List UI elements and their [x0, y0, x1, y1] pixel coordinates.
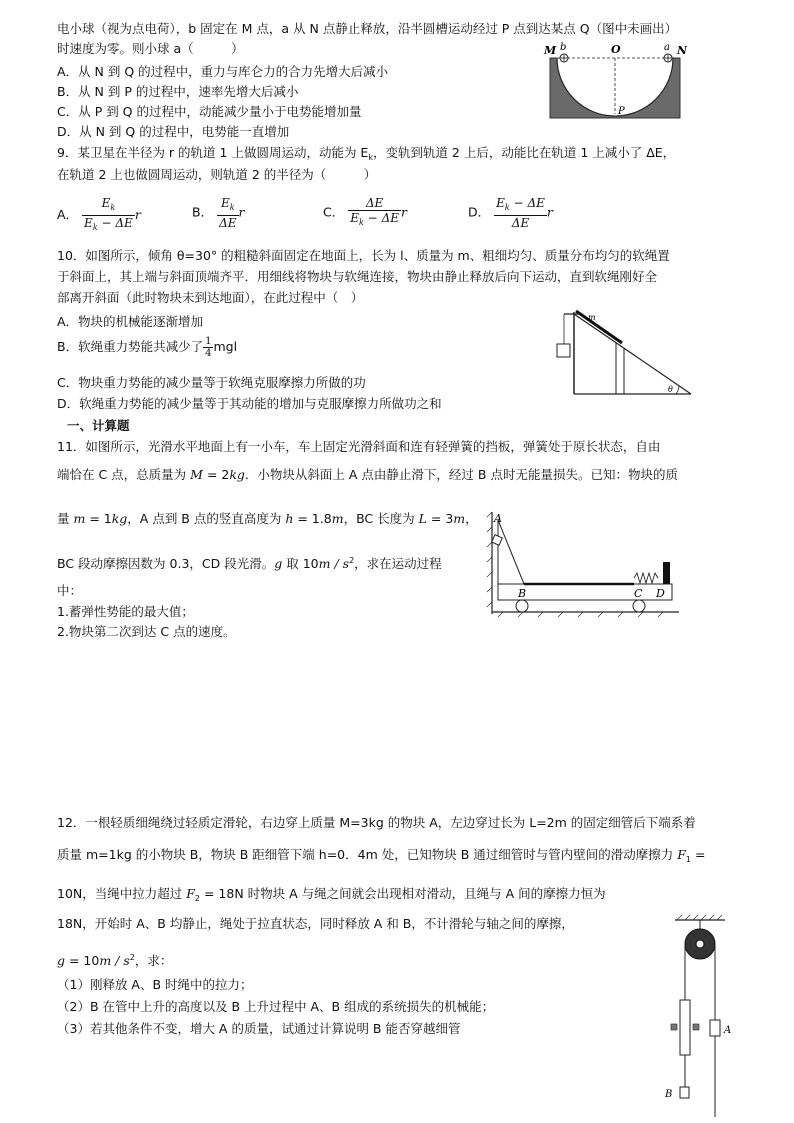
- q12-line-2: 质量 m=1kg 的小物块 B，物块 B 距细管下端 h=0．4m 处，已知物块 B 通过细管时与管内壁间的滑动摩擦力 $F_1$ =: [57, 847, 706, 864]
- section-title: 一、计算题: [67, 418, 130, 433]
- q8-line-2: 时速度为零。则小球 a（ ）: [57, 41, 244, 56]
- q10-b-fraction: $\frac{1}{4}$: [205, 336, 212, 359]
- q10-line-1: 10．如图所示，倾角 θ=30° 的粗糙斜面固定在地面上，长为 l、质量为 m、粗细均匀、质量分布均匀的软绳置: [57, 248, 670, 263]
- q9-c-fraction: $\frac{\Delta E}{E_k - \Delta E}$: [350, 196, 399, 227]
- label-A: A: [494, 512, 502, 525]
- q9-line-2: 在轨道 2 上也做圆周运动，则轨道 2 的半径为（ ）: [57, 167, 377, 182]
- cart-wheel-right: [633, 600, 645, 612]
- q10-option-b: B．软绳重力势能共减少了 $\frac{1}{4}$ mgl: [57, 336, 238, 359]
- q9-option-c: C． $\frac{\Delta E}{E_k - \Delta E}$ r: [323, 196, 407, 230]
- block-A: [710, 1020, 720, 1036]
- q8-semicircle-figure: [540, 38, 700, 124]
- tube-clamp-left: [671, 1024, 677, 1030]
- q10-option-c: C．物块重力势能的减少量等于软绳克服摩擦力所做的功: [57, 375, 366, 390]
- hanging-block: [557, 344, 570, 357]
- label-P: P: [618, 106, 625, 117]
- q10-incline-figure: [546, 306, 696, 398]
- q9-option-a: A． $\frac{E_k}{E_k - \Delta E}$ r: [57, 196, 141, 235]
- label-M: M: [544, 44, 557, 57]
- q8-option-a: A．从 N 到 Q 的过程中，重力与库仑力的合力先增大后减小: [57, 64, 389, 79]
- q11-ask-1: 1.蓄弹性势能的最大值；: [57, 604, 194, 619]
- q12-line-4: 18N，开始时 A、B 均静止，绳处于拉直状态，同时释放 A 和 B，不计滑轮与轴之间的摩擦，: [57, 916, 574, 931]
- q12-ask-3: （3）若其他条件不变，增大 A 的质量，试通过计算说明 B 能否穿越细管: [57, 1021, 461, 1036]
- q12-line-1: 12．一根轻质细绳绕过轻质定滑轮，右边穿上质量 M=3kg 的物块 A，左边穿过长为 L=2m 的固定细管后下端系着: [57, 815, 696, 830]
- block-B: [680, 1087, 689, 1098]
- q11-line-4: BC 段动摩擦因数为 0.3，CD 段光滑。g 取 $10m / s^2$，求在运动过程: [57, 556, 442, 571]
- pulley-axle: [696, 940, 704, 948]
- label-A: A: [724, 1025, 732, 1036]
- q8-line-1: 电小球（视为点电荷），b 固定在 M 点，a 从 N 点静止释放，沿半圆槽运动经过 P 点到达某点 Q（图中未画出）: [57, 21, 678, 36]
- q12-line-5: $g = 10m / s^2$，求：: [57, 953, 173, 968]
- q12-ask-2: （2）B 在管中上升的高度以及 B 上升过程中 A、B 组成的系统损失的机械能；: [57, 999, 495, 1014]
- q11-line-1: 11．如图所示，光滑水平地面上有一小车，车上固定光滑斜面和连有轻弹簧的挡板，弹簧处于原长状态，自由: [57, 439, 661, 454]
- label-m: m: [588, 313, 596, 322]
- q10-option-a: A．物块的机械能逐渐增加: [57, 314, 204, 329]
- cart-wheel-left: [516, 600, 528, 612]
- label-B: B: [518, 587, 527, 600]
- q9-b-fraction: $\frac{E_k}{\Delta E}$: [219, 196, 237, 230]
- q12-pulley-figure: [655, 912, 745, 1118]
- tube-clamp-right: [693, 1024, 699, 1030]
- q10-option-d: D．软绳重力势能的减少量等于其动能的增加与克服摩擦力所做功之和: [57, 396, 442, 411]
- q11-line-3: 量 m = 1kg，A 点到 B 点的竖直高度为 h = 1.8m，BC 长度为 L = 3m，: [57, 511, 478, 526]
- q8-option-c: C．从 P 到 Q 的过程中，动能减少量小于电势能增加量: [57, 104, 362, 119]
- label-N: N: [677, 44, 688, 57]
- label-O: O: [611, 43, 621, 56]
- q12-line-3: 10N，当绳中拉力超过 $F_2 = 18N$ 时物块 A 与绳之间就会出现相对滑动，且绳与 A 间的摩擦力恒为: [57, 886, 606, 903]
- q11-cart-figure: [484, 502, 684, 620]
- small-block: [492, 535, 503, 546]
- label-C: C: [634, 587, 643, 600]
- q11-line-5: 中：: [57, 583, 83, 598]
- fixed-tube: [680, 1000, 690, 1055]
- q8-option-b: B．从 N 到 P 的过程中，速率先增大后减小: [57, 84, 299, 99]
- label-D: D: [656, 587, 665, 600]
- q12-ask-1: （1）刚释放 A、B 时绳中的拉力；: [57, 977, 253, 992]
- q9-option-b: B． $\frac{E_k}{\Delta E}$ r: [192, 196, 245, 230]
- label-theta: θ: [668, 385, 673, 394]
- q9-line-1: 9．某卫星在半径为 r 的轨道 1 上做圆周运动，动能为 $E_k$，变轨到轨道 2 上后，动能比在轨道 1 上减小了 ΔE，: [57, 145, 676, 162]
- q11-line-2: 端恰在 C 点，总质量为 M = 2kg．小物块从斜面上 A 点由静止滑下，经过 B 点时无能量损失。已知：物块的质: [57, 467, 678, 482]
- semicircle-groove: [550, 58, 680, 118]
- q11-ask-2: 2.物块第二次到达 C 点的速度。: [57, 624, 236, 639]
- q8-option-d: D．从 N 到 Q 的过程中，电势能一直增加: [57, 124, 290, 139]
- q10-line-2: 于斜面上，其上端与斜面顶端齐平．用细线将物块与软绳连接，物块由静止释放后向下运动，直到软绳刚好全: [57, 269, 658, 284]
- q9-option-d: D． $\frac{E_k - \Delta E}{\Delta E}$ r: [468, 196, 553, 230]
- label-B: B: [665, 1089, 673, 1100]
- label-b: b: [560, 42, 567, 53]
- label-a: a: [664, 42, 670, 53]
- q9-d-fraction: $\frac{E_k - \Delta E}{\Delta E}$: [496, 196, 545, 230]
- incline-frame: [564, 312, 691, 394]
- q10-line-3: 部离开斜面（此时物块未到达地面），在此过程中（ ）: [57, 290, 364, 305]
- q9-a-fraction: $\frac{E_k}{E_k - \Delta E}$: [84, 196, 133, 232]
- soft-rope: [576, 311, 622, 343]
